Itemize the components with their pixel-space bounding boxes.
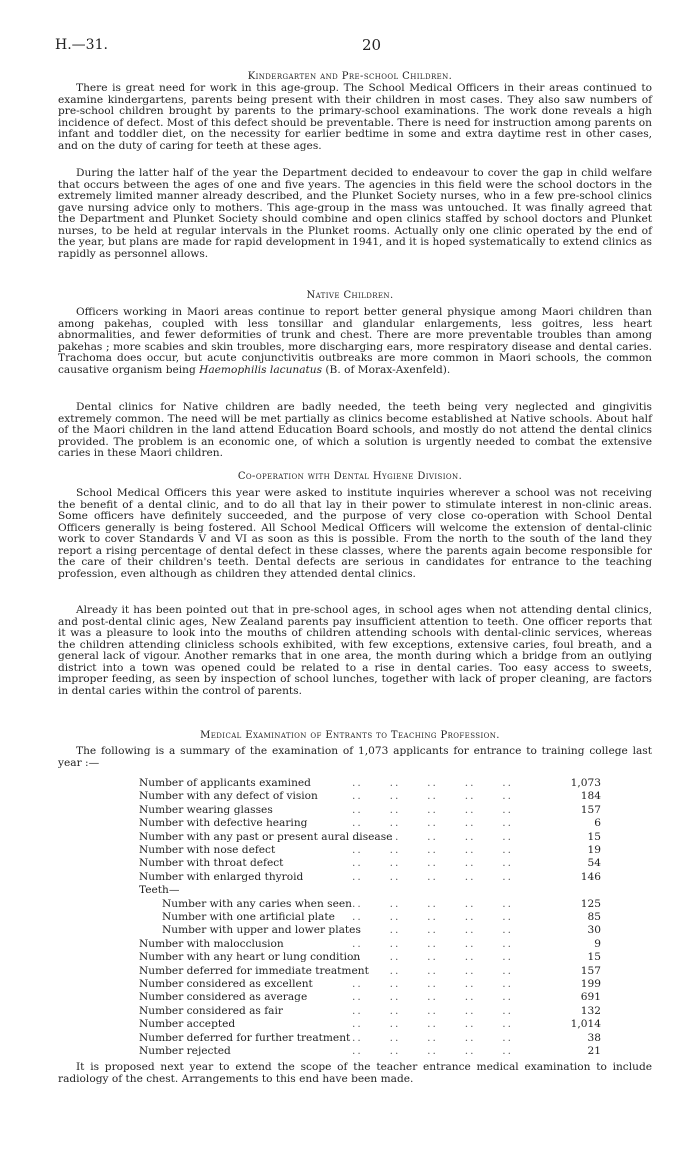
row-value: 38 [587, 1031, 601, 1044]
native-paragraph-1 [58, 307, 652, 376]
row-label: Teeth— [139, 884, 180, 897]
table-row [0, 965, 700, 977]
leader-dots: .. .. .. .. .. [352, 830, 514, 843]
leader-dots: .. .. .. .. .. [352, 897, 514, 910]
row-label: Number with throat defect [139, 857, 284, 870]
row-label: Number with upper and lower plates [162, 924, 361, 937]
heading-cooperation: Co-operation with Dental Hygiene Division. [237, 471, 463, 482]
row-value: 9 [594, 937, 601, 950]
table-row [0, 1005, 700, 1017]
row-value: 1,014 [570, 1018, 601, 1031]
row-label: Number with defective hearing [139, 817, 308, 830]
leader-dots: .. .. .. .. .. [352, 803, 514, 816]
row-value: 19 [587, 844, 601, 856]
heading-medical-examination: Medical Examination of Entrants to Teaching Profession. [200, 730, 500, 741]
row-value: 146 [580, 870, 601, 883]
leader-dots: .. .. .. .. .. [352, 790, 514, 803]
leader-dots: .. .. .. .. .. [352, 1004, 514, 1017]
row-label: Number rejected [139, 1045, 231, 1057]
row-label: Number with any defect of vision [139, 790, 318, 803]
native-paragraph-2: Dental clinics for Native children are badly needed, the teeth being very neglected and gingivitis extremely common. The need will be met partially as clinics become established at Native schools. About half of the Maori children in the land attend Education Board schools, and mostly do not attend the dental clinics provided. The problem is an economic one, of which a solution is urgently needed to combat the extensive caries in these Maori children. [58, 401, 652, 459]
row-label: Number with one artificial plate [162, 911, 335, 923]
table-row [0, 777, 700, 789]
row-value: 15 [587, 951, 601, 964]
table-row [0, 871, 700, 883]
row-value: 691 [580, 991, 601, 1004]
row-label: Number with any caries when seen [162, 897, 352, 910]
row-label: Number with malocclusion [139, 937, 284, 950]
table-row [0, 817, 700, 829]
row-label: Number deferred for further treatment [139, 1031, 351, 1044]
leader-dots: .. .. .. .. .. [352, 978, 514, 990]
leader-dots: .. .. .. .. .. [352, 844, 514, 856]
row-label: Number wearing glasses [139, 803, 273, 816]
leader-dots: .. .. .. .. .. [352, 1018, 514, 1031]
row-label: Number considered as excellent [139, 978, 313, 990]
table-row [0, 1032, 700, 1044]
row-label: Number deferred for immediate treatment [139, 964, 369, 977]
row-value: 21 [587, 1045, 601, 1057]
report-code: H.—31. [55, 37, 108, 53]
leader-dots: .. .. .. .. .. [352, 964, 514, 977]
native-p1-tail: (B. of Morax-Axenfeld). [322, 363, 451, 376]
leader-dots: .. .. .. .. .. [352, 924, 514, 937]
row-label: Number accepted [139, 1018, 236, 1031]
heading-native-children: Native Children. [306, 290, 394, 301]
leader-dots: .. .. .. .. .. [352, 991, 514, 1004]
table-row [0, 978, 700, 990]
table-row [0, 924, 700, 936]
table-row [0, 844, 700, 856]
closing-paragraph: It is proposed next year to extend the scope of the teacher entrance medical examination to include radiology of the chest. Arrangements to this end have been made. [58, 1061, 652, 1085]
table-row [0, 898, 700, 910]
row-label: Number considered as average [139, 991, 308, 1004]
table-row [0, 857, 700, 869]
organism-name: Haemophilis lacunatus [199, 363, 323, 376]
row-label: Number with any past or present aural disease [139, 830, 393, 843]
table-row [0, 884, 700, 896]
table-row [0, 991, 700, 1003]
leader-dots: .. .. .. .. .. [352, 1045, 514, 1057]
table-row [0, 911, 700, 923]
kindergarten-paragraph-2: During the latter half of the year the Department decided to endeavour to cover the gap in child welfare that occurs between the ages of one and five years. The agencies in this field were the school doctors in the extremely limited manner already described, and the Plunket Society nurses, who in a few pre-school clinics gave nursing advice only to mothers. This age-group in the mass was untouched. It was finally agreed that the Department and Plunket Society should combine and open clinics staffed by school doctors and Plunket nurses, to be held at regular intervals in the Plunket rooms. Actually only one clinic operated by the end of the year, but plans are made for rapid development in 1941, and it is hoped systematically to extend clinics as rapidly as personnel allows. [58, 167, 652, 260]
row-value: 15 [587, 830, 601, 843]
table-row [0, 951, 700, 963]
cooperation-paragraph-2: Already it has been pointed out that in pre-school ages, in school ages when not attending dental clinics, and post-dental clinic ages, New Zealand parents pay insufficient attention to teeth. One officer reports that it was a pleasure to look into the mouths of children attending schools with dental-clinic services, whereas the children attending clinicless schools exhibited, with few exceptions, extensive caries, foul breath, and a general lack of vigour. Another remarks that in one area, the month during which a bridge from an outlying district into a town was opened could be related to a rise in dental caries. Too easy access to sweets, improper feeding, as seen by inspection of school lunches, together with lack of proper cleaning, are factors in dental caries within the control of parents. [58, 604, 652, 697]
table-row [0, 804, 700, 816]
table-row [0, 831, 700, 843]
page-number: 20 [362, 36, 382, 54]
medical-intro: The following is a summary of the examination of 1,073 applicants for entrance to training college last year :— [58, 745, 652, 769]
row-value: 54 [587, 857, 601, 870]
leader-dots: .. .. .. .. .. [352, 1031, 514, 1044]
row-label: Number of applicants examined [139, 777, 311, 789]
row-value: 85 [587, 911, 601, 923]
heading-kindergarten: Kindergarten and Pre-school Children. [247, 71, 453, 82]
row-value: 199 [580, 978, 601, 990]
cooperation-paragraph-1: School Medical Officers this year were asked to institute inquiries wherever a school was not receiving the benefit of a dental clinic, and to do all that lay in their power to stimulate interest in non-clinic areas. Some officers have definitely succeeded, and the purpose of very close co-operation with School Dental Officers generally is being fostered. All School Medical Officers will welcome the extension of dental-clinic work to cover Standards V and VI as soon as this is possible. From the north to the south of the land they report a rising percentage of dental defect in these classes, where the parents again become responsible for the care of their children's teeth. Dental defects are serious in candidates for entrance to the teaching profession, even although as children they attended dental clinics. [58, 487, 652, 580]
leader-dots: .. .. .. .. .. [352, 857, 514, 870]
leader-dots: .. .. .. .. .. [352, 870, 514, 883]
row-value: 157 [580, 964, 601, 977]
row-value: 30 [587, 924, 601, 937]
native-p1-text: Officers working in Maori areas continue to report better general physique among Maori children than among pakehas, coupled with less tonsillar and glandular enlargements, less goitres, less heart abnormalities, and fewer deformities of trunk and chest. There are more preventable troubles than among pakehas ; more scabies and skin troubles, more discharging ears, more respiratory disease and dental caries. Trachoma does occur, but acute conjunctivitis outbreaks are more common in Maori schools, the common causative organism being [58, 306, 652, 376]
row-label: Number with any heart or lung condition [139, 951, 361, 964]
row-value: 6 [594, 817, 601, 830]
leader-dots: .. .. .. .. .. [352, 777, 514, 789]
row-label: Number with enlarged thyroid [139, 870, 304, 883]
row-value: 157 [580, 803, 601, 816]
table-row [0, 790, 700, 802]
kindergarten-paragraph-1: There is great need for work in this age-group. The School Medical Officers in their areas continued to examine kindergartens, parents being present with their children in most cases. They also saw numbers of pre-school children brought by parents to the primary-school examinations. The work done reveals a high incidence of defect. Most of this defect should be preventable. There is need for instruction among parents on infant and toddler diet, on the necessity for earlier bedtime in some and extra daytime rest in other cases, and on the duty of caring for teeth at these ages. [58, 82, 652, 152]
leader-dots: .. .. .. .. .. [352, 951, 514, 964]
row-value: 1,073 [570, 777, 601, 789]
leader-dots: .. .. .. .. .. [352, 937, 514, 950]
table-row [0, 938, 700, 950]
table-row [0, 1018, 700, 1030]
leader-dots: .. .. .. .. .. [352, 817, 514, 830]
table-row [0, 1045, 700, 1057]
leader-dots: .. .. .. .. .. [352, 911, 514, 923]
row-value: 184 [580, 790, 601, 803]
row-value: 125 [580, 897, 601, 910]
row-label: Number considered as fair [139, 1004, 283, 1017]
row-value: 132 [580, 1004, 601, 1017]
row-label: Number with nose defect [139, 844, 276, 856]
